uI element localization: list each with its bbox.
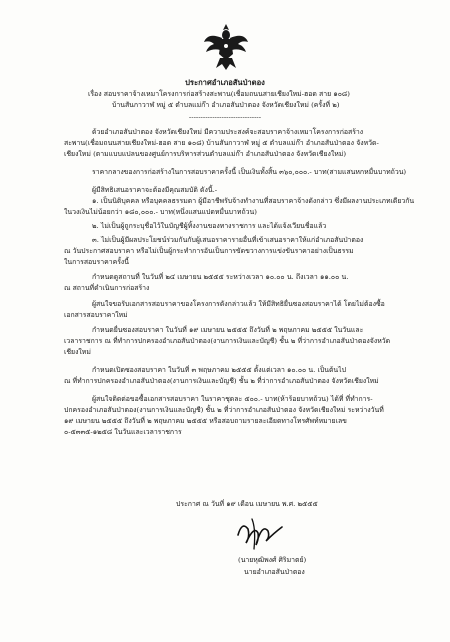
paragraph-line: ผู้สนใจติดต่อขอซื้อเอกสารสอบราคา ในราคาชุดละ ๕๐๐.- บาท(ห้าร้อยบาทถ้วน) ได้ที่ ที่ทำการ- xyxy=(92,395,373,403)
paragraph-line: ด้วยอำเภอสันป่าตอง จังหวัดเชียงใหม่ มีความประสงค์จะสอบราคาจ้างเหมาโครงการก่อสร้าง xyxy=(92,128,364,136)
paragraph-line: ผู้สนใจขอรับเอกสารสอบราคาของโครงการดังกล่าวแล้ว ให้มีสิทธิยื่นซองสอบราคาได้ โดยไม่ต้องซื้อ xyxy=(92,300,385,308)
paragraph-line: ๒. ไม่เป็นผู้ถูกระบุชื่อไว้ในบัญชีผู้ทิ้งงานของทางราชการ และได้แจ้งเวียนชื่อแล้ว xyxy=(92,222,327,230)
paragraph-line: ปกครองอำเภอสันป่าตอง(งานการเงินและบัญชี) ชั้น ๒ ที่ว่าการอำเภอสันป่าตอง จังหวัดเชียงใหม่ ระหว่างวันที่ xyxy=(64,406,384,414)
divider: ------------------------------- xyxy=(188,113,262,121)
paragraph-line: กำหนดยื่นซองสอบราคา ในวันที่ ๑๙ เมษายน ๒๕๕๕ ถึงวันที่ ๒ พฤษภาคม ๒๕๕๕ ในวันและ xyxy=(92,326,364,334)
paragraph-line: เชียงใหม่ (ตามแบบแปลนของศูนย์การบริหารส่วนตำบลแม่ก๊า อำเภอสันป่าตอง จังหวัดเชียงใหม่) xyxy=(64,150,347,158)
paragraph-line: สะพาน(เชื่อมถนนสายเชียงใหม่-ฮอด สาย ๑๐๘) บ้านสันกาวาฬ หมู่ ๕ ตำบลแม่ก๊า อำเภอสันป่าตอง จังหวัด- xyxy=(64,139,379,147)
paragraph-line: ในการสอบราคาครั้งนี้ xyxy=(64,258,129,266)
paragraph-line: ๓. ไม่เป็นผู้มีผลประโยชน์ร่วมกันกับผู้เสนอราคารายอื่นที่เข้าเสนอราคาให้แก่อำเภอสันป่าตอง xyxy=(92,236,364,244)
paragraph-line: เชียงใหม่ xyxy=(64,348,91,356)
paragraph-line: ณ ที่ทำการปกครองอำเภอสันป่าตอง(งานการเงินและบัญชี) ชั้น ๒ ที่ว่าการอำเภอสันป่าตอง จังหวัดเชียงใหม่ xyxy=(64,377,379,385)
paragraph-line: ในวงเงินไม่น้อยกว่า ๑๘๐,๐๐๐.- บาท(หนึ่งแสนแปดหมื่นบาทถ้วน) xyxy=(64,208,257,216)
page-title: ประกาศอำเภอสันป่าตอง xyxy=(185,78,265,87)
paragraph-line: ณ สถานที่ดำเนินการก่อสร้าง xyxy=(64,284,150,292)
paragraph-line: ผู้มีสิทธิเสนอราคาจะต้องมีคุณสมบัติ ดังนี้.- xyxy=(92,186,218,194)
paragraph-line: ๑. เป็นนิติบุคคล หรือบุคคลธรรมดา ผู้มีอาชีพรับจ้างทำงานที่สอบราคาจ้างดังกล่าว ซึ่งมีผลงานประเภทเดียวกัน xyxy=(92,197,415,205)
garuda-emblem-icon xyxy=(202,22,250,72)
paragraph-line: เอกสารสอบราคาใหม่ xyxy=(64,311,128,319)
paragraph-line: ราคากลางของการก่อสร้างในการสอบราคาครั้งนี้ เป็นเงินทั้งสิ้น ๓๖๐,๐๐๐.- บาท(สามแสนหกหมื่นบาทถ้วน) xyxy=(92,168,407,176)
signatory-name: (นายหุฒิพงศ์ ศิริมาตย์) xyxy=(238,556,307,564)
paragraph-line: กำหนดดูสถานที่ ในวันที่ ๒๔ เมษายน ๒๕๕๕ ระหว่างเวลา ๑๐.๐๐ น. ถึงเวลา ๑๑.๐๐ น. xyxy=(92,273,349,281)
subject-line: เรื่อง สอบราคาจ้างเหมาโครงการก่อสร้างสะพาน(เชื่อมถนนสายเชียงใหม่-ฮอด สาย ๑๐๘) xyxy=(88,90,350,98)
subject-line-2: บ้านสันกาวาฬ หมู่ ๕ ตำบลแม่ก๊า อำเภอสันป่าตอง จังหวัดเชียงใหม่ (ครั้งที่ ๒) xyxy=(112,101,340,109)
paragraph-line: ๐-๕๓๓๕-๑๒๕๘ ในวันและเวลาราชการ xyxy=(64,428,182,436)
handwritten-signature xyxy=(232,515,288,551)
paragraph-line: เวลาราชการ ณ ที่ทำการปกครองอำเภอสันป่าตอง(งานการเงินและบัญชี) ชั้น ๒ ที่ว่าการอำเภอสันป่าตองจังหวัด xyxy=(64,337,391,345)
paragraph-line: ณ วันประกาศสอบราคา หรือไม่เป็นผู้กระทำการอันเป็นการขัดขวางการแข่งขันราคาอย่างเป็นธรรม xyxy=(64,247,354,255)
paragraph-line: กำหนดเปิดซองสอบราคา ในวันที่ ๓ พฤษภาคม ๒๕๕๕ ตั้งแต่เวลา ๑๐.๐๐ น. เป็นต้นไป xyxy=(92,366,346,374)
signatory-position: นายอำเภอสันป่าตอง xyxy=(244,568,305,576)
paragraph-line: ๑๙ เมษายน ๒๕๕๕ ถึงวันที่ ๒ พฤษภาคม ๒๕๕๕ หรือสอบถามรายละเอียดทางโทรศัพท์หมายเลข xyxy=(64,417,347,425)
date-line: ประกาศ ณ วันที่ ๑๙ เดือน เมษายน พ.ศ. ๒๕๕๕ xyxy=(176,500,318,508)
